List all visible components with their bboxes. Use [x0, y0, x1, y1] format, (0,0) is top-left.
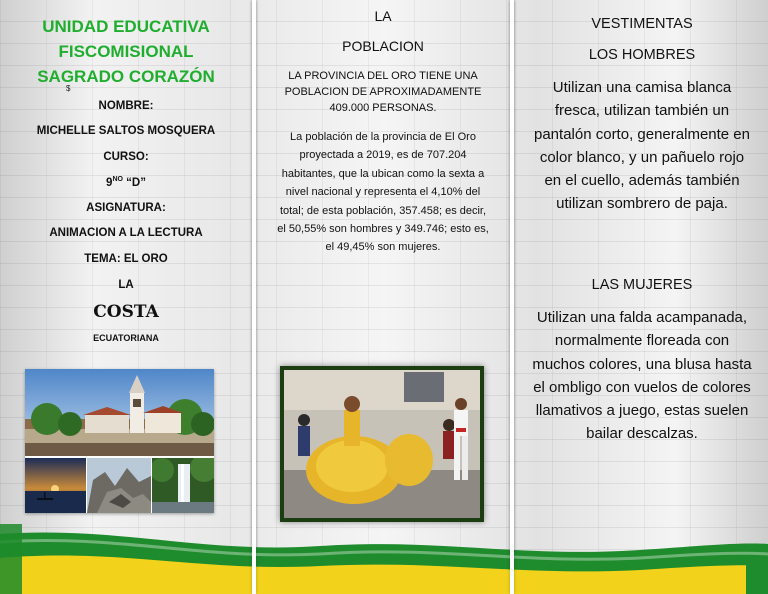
stray-char: $ [66, 84, 71, 93]
flag-wave-banner [0, 524, 768, 594]
school-name-line1: UNIDAD EDUCATIVA [42, 17, 210, 36]
men-heading: LOS HOMBRES [588, 47, 696, 63]
costa-title: COSTA [93, 302, 159, 322]
folk-dance-photo [280, 366, 484, 522]
school-name-line3: SAGRADO CORAZÓN [37, 67, 215, 86]
course-label: CURSO: [103, 151, 149, 163]
panel-divider-left-overlay [252, 0, 256, 594]
population-detail: La población de la provincia de El Oro proyectada a 2019, es de 707.204 habitantes, que la ubican como la sexta a nivel nacional y representa el 4,10% del total; de esta población, 357.458; es decir, el 50,55% son hombres y 349.746; esto es, el 49,45% son mujeres. [277, 131, 489, 254]
course-section: “D” [122, 176, 146, 189]
population-title-line2: POBLACION [342, 38, 424, 54]
population-summary: LA PROVINCIA DEL ORO TIENE UNA POBLACION DE APROXIMADAMENTE 409.000 PERSONAS. [284, 70, 482, 114]
clothing-panel [516, 0, 768, 594]
clothing-heading: VESTIMENTAS [591, 16, 693, 32]
course-number: 9 [106, 176, 113, 189]
la-label: LA [118, 279, 134, 291]
women-description: Utilizan una falda acampanada, normalmente floreada con muchos colores, una blusa hasta el ombligo con vuelos de colores llamativos a juego, estas suelen bailar descalzas. [532, 309, 752, 443]
name-label: NOMBRE: [98, 100, 154, 112]
women-heading: LAS MUJERES [591, 277, 693, 293]
front-panel [0, 0, 252, 594]
course-value [0, 176, 252, 189]
course-superscript: NO [112, 176, 123, 183]
rock-formation-photo [87, 458, 151, 513]
waterfall-photo [152, 458, 214, 513]
el-oro-photo-collage [25, 369, 214, 513]
name-value: MICHELLE SALTOS MOSQUERA [36, 125, 216, 137]
sunset-boat-photo [25, 458, 86, 513]
school-name-line2: FISCOMISIONAL [58, 42, 194, 61]
church-plaza-photo [25, 369, 214, 456]
subject-value: ANIMACION A LA LECTURA [49, 227, 203, 239]
men-description: Utilizan una camisa blanca fresca, utilizan también un pantalón corto, generalmente en color blanco, y un pañuelo rojo en el cuello, además también utilizan sombrero de paja. [534, 79, 750, 213]
population-title-line1: LA [374, 8, 392, 24]
school-name [10, 14, 242, 89]
panel-divider-right-overlay [510, 0, 514, 594]
topic: TEMA: EL ORO [84, 253, 168, 265]
subject-label: ASIGNATURA: [86, 202, 166, 214]
ecuatoriana-label: ECUATORIANA [93, 333, 159, 343]
